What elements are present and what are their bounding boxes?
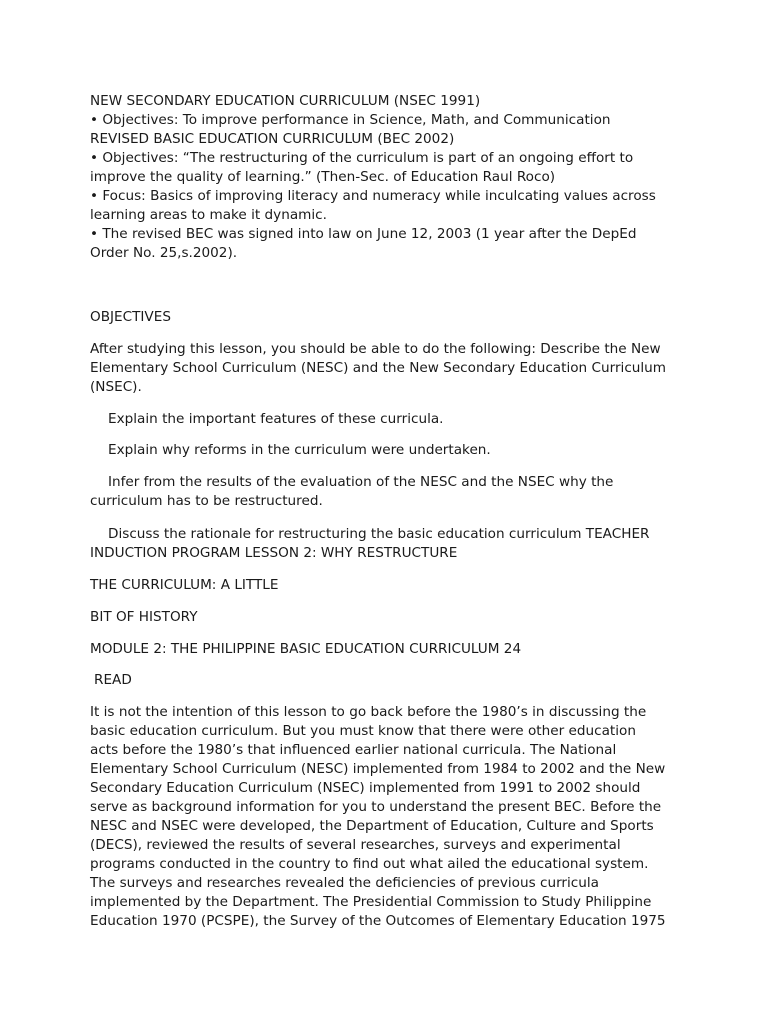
body-line: serve as background information for you to understand the present BEC. Before the — [90, 799, 662, 815]
body-line: acts before the 1980’s that influenced earlier national curricula. The National — [90, 742, 617, 758]
body-line: NESC and NSEC were developed, the Department of Education, Culture and Sports — [90, 818, 654, 834]
body-line: Education 1970 (PCSPE), the Survey of the Outcomes of Elementary Education 1975 — [90, 913, 666, 929]
intro-line: • Focus: Basics of improving literacy and numeracy while inculcating values across — [90, 188, 656, 204]
body-line: programs conducted in the country to find out what ailed the educational system. — [90, 856, 649, 872]
body-line: Elementary School Curriculum (NESC) implemented from 1984 to 2002 and the New — [90, 761, 666, 777]
intro-line: learning areas to make it dynamic. — [90, 207, 327, 223]
objectives-intro-line: After studying this lesson, you should be able to do the following: Describe the New — [90, 341, 661, 357]
objective-text: Discuss the rationale for restructuring the basic education curriculum TEACHER — [108, 526, 650, 542]
objectives-heading-text: OBJECTIVES — [90, 309, 171, 325]
body-line: implemented by the Department. The Presidential Commission to Study Philippine — [90, 894, 652, 910]
objective-item-discuss — [90, 525, 690, 563]
read-label — [94, 671, 694, 690]
objective-text: Explain why reforms in the curriculum were undertaken. — [108, 442, 491, 458]
body-paragraph — [90, 703, 690, 931]
objective-item-infer — [90, 473, 690, 511]
body-line: The surveys and researches revealed the deficiencies of previous curricula — [90, 875, 599, 891]
objective-text: Infer from the results of the evaluation of the NESC and the NSEC why the — [108, 474, 614, 490]
intro-line: • Objectives: To improve performance in Science, Math, and Communication — [90, 112, 611, 128]
objective-text: INDUCTION PROGRAM LESSON 2: WHY RESTRUCTURE — [90, 545, 458, 561]
objective-item-reforms — [90, 441, 690, 460]
intro-line: REVISED BASIC EDUCATION CURRICULUM (BEC 2002) — [90, 131, 455, 147]
objectives-intro-line: Elementary School Curriculum (NESC) and the New Secondary Education Curriculum — [90, 360, 667, 376]
objectives-intro-line: (NSEC). — [90, 379, 142, 395]
title-part-1 — [90, 576, 690, 595]
objective-text: curriculum has to be restructured. — [90, 493, 323, 509]
title-text: THE CURRICULUM: A LITTLE — [90, 577, 279, 593]
objective-item-features — [90, 410, 690, 429]
body-line: It is not the intention of this lesson to go back before the 1980’s in discussing the — [90, 704, 647, 720]
module-text: MODULE 2: THE PHILIPPINE BASIC EDUCATION CURRICULUM 24 — [90, 641, 522, 657]
objectives-intro — [90, 340, 690, 397]
objective-text: Explain the important features of these curricula. — [108, 411, 444, 427]
read-text: READ — [94, 672, 132, 688]
intro-section — [90, 92, 690, 263]
title-part-2 — [90, 608, 690, 627]
intro-line: • Objectives: “The restructuring of the curriculum is part of an ongoing effort to — [90, 150, 634, 166]
body-line: (DECS), reviewed the results of several researches, surveys and experimental — [90, 837, 621, 853]
body-line: Secondary Education Curriculum (NSEC) implemented from 1991 to 2002 should — [90, 780, 641, 796]
title-text: BIT OF HISTORY — [90, 609, 198, 625]
intro-line: • The revised BEC was signed into law on June 12, 2003 (1 year after the DepEd — [90, 226, 637, 242]
intro-line: Order No. 25,s.2002). — [90, 245, 238, 261]
intro-line: improve the quality of learning.” (Then-Sec. of Education Raul Roco) — [90, 169, 556, 185]
intro-line: NEW SECONDARY EDUCATION CURRICULUM (NSEC 1991) — [90, 93, 481, 109]
module-line — [90, 640, 690, 659]
objectives-heading — [90, 308, 690, 327]
body-line: basic education curriculum. But you must know that there were other education — [90, 723, 636, 739]
